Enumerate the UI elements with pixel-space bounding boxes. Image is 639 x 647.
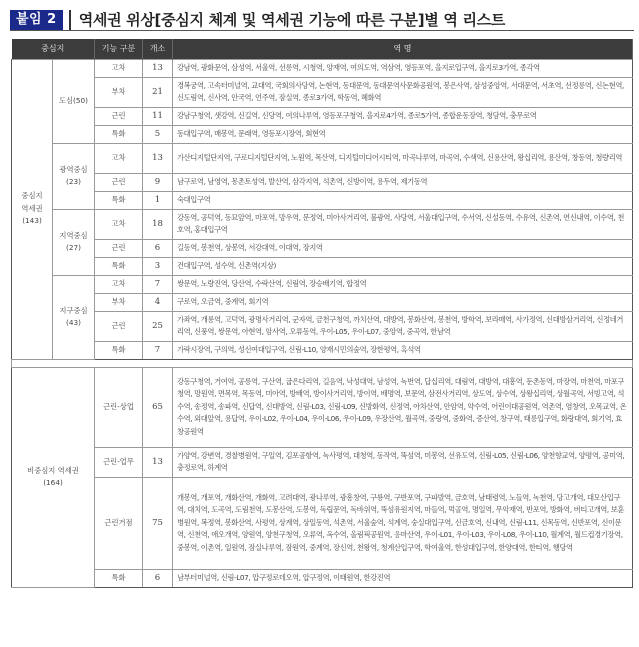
stations-cell: 가양역, 강변역, 경찰병원역, 구일역, 김포공항역, 녹사평역, 대청역, 동작역, 뚝섬역, 미봉역, 선유도역, 신림-L05, 신림-L06, 양천향교역, 양평역, 공미역, 충정로역, 하계역 bbox=[173, 447, 633, 477]
table-row bbox=[12, 125, 633, 143]
table-row bbox=[12, 447, 633, 477]
table-row bbox=[12, 293, 633, 311]
count-cell: 3 bbox=[143, 257, 173, 275]
table-row bbox=[12, 173, 633, 191]
function-cell: 근린 bbox=[95, 173, 143, 191]
count-cell: 13 bbox=[143, 447, 173, 477]
count-cell: 5 bbox=[143, 125, 173, 143]
stations-cell: 남구로역, 남영역, 몽촌토성역, 발산역, 삼각지역, 석촌역, 신방이역, 용두역, 제기동역 bbox=[173, 173, 633, 191]
title-divider bbox=[69, 10, 71, 30]
subgroup-label bbox=[53, 275, 95, 359]
gap-cell bbox=[12, 359, 633, 367]
table-row bbox=[12, 367, 633, 447]
subgroup-label-line: (27) bbox=[66, 243, 81, 252]
table-row bbox=[12, 477, 633, 569]
stations-cell: 경복궁역, 고속터미널역, 교대역, 국회의사당역, 논현역, 동대문역, 동대문역사문화공원역, 봉은사역, 삼성중앙역, 서대문역, 서초역, 선정릉역, 신논현역, 신도림역, 신사역, 안국역, 언주역, 잠실역, 종로3가역, 학동역, 혜화역 bbox=[173, 77, 633, 107]
stations-cell: 강동구청역, 거여역, 공릉역, 구산역, 굽은다리역, 길음역, 낙성대역, 남성역, 녹번역, 답십리역, 대림역, 대방역, 대흥역, 둔촌동역, 마장역, 마천역, 마포구청역, 망원역, 면목역, 목동역, 미아역, 방배역, 방이사거리역, 방이역, 배명역, 보문역, 삼전사거리역, 상도역, 상수역, 상왕십리역, 상월곡역, 서빙고역, 석수역, 송정역, 송파역, 신답역, 신대방역, 신림-L03, 신림-L09, 신방화역, 신정역, 아차산역, 안암역, 약수역, 어린이대공원역, 역촌역, 염창역, 오목교역, 온수역, 외대앞역, 용답역, 우이-L02, 우이-L04, 우이-L06, 우이-L09, 우장산역, 월곡역, 중랑역, 중화역, 증산역, 창구역, 태릉입구역, 화랑대역, 회기역, 효창공원역 bbox=[173, 367, 633, 447]
function-cell: 근린거점 bbox=[95, 477, 143, 569]
table-row bbox=[12, 311, 633, 341]
function-cell: 부차 bbox=[95, 293, 143, 311]
subgroup-label-line: 지구중심 bbox=[59, 305, 88, 315]
stations-cell: 개봉역, 개포역, 개화산역, 개화역, 고려대역, 광나루역, 광흥창역, 구룡역, 구반포역, 구파발역, 금호역, 남태령역, 노들역, 녹천역, 당고개역, 대모산입구역, 대치역, 도곡역, 도림천역, 도봉산역, 도봉역, 독립문역, 독바위역, 뚝섬유원지역, 마들역, 먹골역, 명일역, 무악재역, 반포역, 방화역, 버티고개역, 보훈병원역, 복정역, 봉화산역, 사평역, 상계역, 상일동역, 석촌역, 서울숲역, 석계역, 숭실대입구역, 신금호역, 신내역, 신림-L11, 신목동역, 신반포역, 신이문역, 신천역, 애오개역, 양원역, 양천구청역, 오류역, 옥수역, 올림픽공원역, 응마산역, 우이-L01, 우이-L03, 우이-L08, 우이-L10, 월계역, 월드컵경기장역, 중봉역, 이촌역, 일원역, 잠실나루역, 잠원역, 중계역, 장신역, 천왕역, 청계산입구역, 학여울역, 한성대입구역, 한양대역, 한티역, 행당역 bbox=[173, 477, 633, 569]
table-row bbox=[12, 239, 633, 257]
count-cell: 18 bbox=[143, 209, 173, 239]
table-row bbox=[12, 209, 633, 239]
function-cell: 부차 bbox=[95, 77, 143, 107]
function-cell: 고차 bbox=[95, 275, 143, 293]
count-cell: 6 bbox=[143, 239, 173, 257]
function-cell: 고차 bbox=[95, 143, 143, 173]
count-cell: 13 bbox=[143, 143, 173, 173]
table-row bbox=[12, 77, 633, 107]
table-gap bbox=[12, 359, 633, 367]
count-cell: 1 bbox=[143, 191, 173, 209]
subgroup-label bbox=[53, 143, 95, 209]
station-table bbox=[11, 39, 633, 588]
table-row bbox=[12, 341, 633, 359]
appendix-badge: 붙임 2 bbox=[10, 10, 63, 30]
count-cell: 75 bbox=[143, 477, 173, 569]
subgroup-label bbox=[53, 209, 95, 275]
count-cell: 25 bbox=[143, 311, 173, 341]
function-cell: 근린 bbox=[95, 107, 143, 125]
group-label-line: 역세권 bbox=[21, 203, 43, 213]
function-cell: 특화 bbox=[95, 257, 143, 275]
function-cell: 근린-업무 bbox=[95, 447, 143, 477]
function-cell: 근린 bbox=[95, 239, 143, 257]
table-row bbox=[12, 59, 633, 77]
count-cell: 13 bbox=[143, 59, 173, 77]
group-label-line: (143) bbox=[22, 216, 42, 226]
column-header-stations: 역 명 bbox=[173, 39, 633, 59]
stations-cell: 강남구청역, 샛강역, 신길역, 신당역, 여의나루역, 영등포구청역, 을지로4가역, 종로5가역, 종합운동장역, 청담역, 충무로역 bbox=[173, 107, 633, 125]
stations-cell: 가락시장역, 구의역, 성신여대입구역, 신림-L10, 양재시민의숲역, 장한평역, 흑석역 bbox=[173, 341, 633, 359]
count-cell: 7 bbox=[143, 341, 173, 359]
count-cell: 11 bbox=[143, 107, 173, 125]
group-label-line: 비중심지 역세권 bbox=[27, 465, 79, 475]
stations-cell: 동대입구역, 매봉역, 문래역, 영등포시장역, 회현역 bbox=[173, 125, 633, 143]
page-title: 역세권 위상[중심지 체계 및 역세권 기능에 따른 구분]별 역 리스트 bbox=[78, 11, 506, 29]
function-cell: 고차 bbox=[95, 209, 143, 239]
stations-cell: 가좌역, 개롱역, 고덕역, 광명사거리역, 군자역, 금천구청역, 까치산역, 대방역, 봉화산역, 봉천역, 방학역, 보라매역, 사가정역, 신대방삼거리역, 신정네거리역, 신풍역, 쌍문역, 아현역, 암사역, 오류동역, 우이-L05, 우이-L07, 중앙역, 중곡역, 한남역 bbox=[173, 311, 633, 341]
count-cell: 65 bbox=[143, 367, 173, 447]
subgroup-label-line: 지역중심 bbox=[59, 230, 88, 240]
count-cell: 9 bbox=[143, 173, 173, 191]
subgroup-label: 도심(50) bbox=[53, 59, 95, 143]
function-cell: 근린 bbox=[95, 311, 143, 341]
subgroup-label-line: (23) bbox=[66, 177, 81, 186]
table-row bbox=[12, 191, 633, 209]
group-label-center bbox=[12, 59, 53, 359]
stations-cell: 숙대입구역 bbox=[173, 191, 633, 209]
subgroup-label-line: (43) bbox=[66, 318, 81, 327]
stations-cell: 쌍문역, 노량진역, 당산역, 수락산역, 신림역, 장승배기역, 합정역 bbox=[173, 275, 633, 293]
function-cell: 근린-상업 bbox=[95, 367, 143, 447]
function-cell: 특화 bbox=[95, 569, 143, 587]
column-header-function: 기능 구분 bbox=[95, 39, 143, 59]
stations-cell: 남부터미널역, 신림-L07, 압구정로데오역, 압구정역, 이태원역, 한강진역 bbox=[173, 569, 633, 587]
table-row bbox=[12, 257, 633, 275]
subgroup-label-line: 광역중심 bbox=[59, 164, 88, 174]
stations-cell: 건대입구역, 성수역, 신촌역(지상) bbox=[173, 257, 633, 275]
group-label-noncenter bbox=[12, 367, 95, 587]
column-header-center: 중심지 bbox=[12, 39, 95, 59]
stations-cell: 길동역, 봉천역, 상봉역, 서강대역, 이대역, 장지역 bbox=[173, 239, 633, 257]
table-row bbox=[12, 275, 633, 293]
group-label-line: (164) bbox=[43, 478, 63, 487]
title-bar bbox=[10, 9, 634, 31]
count-cell: 6 bbox=[143, 569, 173, 587]
stations-cell: 가산디지털단지역, 구로디지털단지역, 노원역, 목산역, 디지털미디어시티역, 마곡나루역, 마곡역, 수색역, 신용산역, 왕십리역, 용산역, 창동역, 청량리역 bbox=[173, 143, 633, 173]
stations-cell: 강동역, 공덕역, 동묘앞역, 마포역, 망우역, 문정역, 미아사거리역, 불광역, 사당역, 서울대입구역, 수서역, 신설동역, 수유역, 신촌역, 연신내역, 이수역, 천호역, 홍대입구역 bbox=[173, 209, 633, 239]
count-cell: 4 bbox=[143, 293, 173, 311]
table-header-row bbox=[12, 39, 633, 59]
group-label-line: 중심지 bbox=[21, 191, 43, 201]
function-cell: 고차 bbox=[95, 59, 143, 77]
stations-cell: 강남역, 광화문역, 삼성역, 서울역, 선릉역, 시청역, 양재역, 여의도역, 역삼역, 영등포역, 을지로입구역, 을지로3가역, 종각역 bbox=[173, 59, 633, 77]
table-row bbox=[12, 107, 633, 125]
count-cell: 7 bbox=[143, 275, 173, 293]
count-cell: 21 bbox=[143, 77, 173, 107]
column-header-count: 개소 bbox=[143, 39, 173, 59]
function-cell: 특화 bbox=[95, 125, 143, 143]
function-cell: 특화 bbox=[95, 341, 143, 359]
table-row bbox=[12, 569, 633, 587]
function-cell: 특화 bbox=[95, 191, 143, 209]
table-row bbox=[12, 143, 633, 173]
stations-cell: 구로역, 오금역, 중계역, 회기역 bbox=[173, 293, 633, 311]
